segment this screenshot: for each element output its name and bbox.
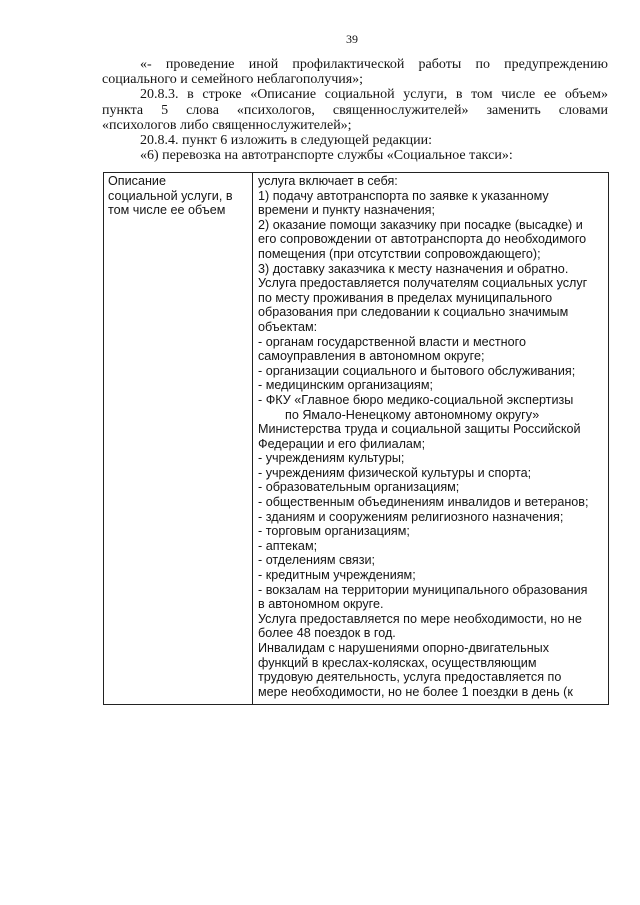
content-line: - аптекам; [258, 538, 318, 553]
content-line: 2) оказание помощи заказчику при посадке (высадке) и [258, 217, 583, 232]
content-line: - общественным объединениям инвалидов и ветеранов; [258, 495, 589, 510]
content-line: - образовательным организациям; [258, 480, 460, 495]
content-line: - торговым организациям; [258, 524, 410, 539]
label-line: Описание [108, 174, 166, 188]
content-line: помещения (при отсутствии сопровождающего); [258, 246, 541, 261]
content-line: более 48 поездок в год. [258, 626, 396, 641]
content-line: - учреждениям физической культуры и спорта; [258, 465, 532, 480]
paragraph-line: «- проведение иной профилактической работы по предупреждению [140, 57, 608, 72]
content-line: времени и пункту назначения; [258, 203, 435, 218]
paragraph-line: социального и семейного неблагополучия»; [102, 72, 364, 88]
content-line: - органам государственной власти и местного [258, 334, 526, 349]
content-line: 3) доставку заказчика к месту назначения и обратно. [258, 261, 569, 276]
label-cell [104, 173, 253, 704]
content-line: по месту проживания в пределах муниципального [258, 290, 553, 305]
content-line: услуга включает в себя: [258, 174, 398, 188]
content-line: Министерства труда и социальной защиты Российской [258, 422, 581, 437]
content-line: его сопровождении от автотранспорта до необходимого [258, 232, 587, 247]
page-number: 39 [346, 32, 358, 46]
paragraph-line: «психологов либо священнослужителей»; [102, 117, 352, 133]
content-line: - вокзалам на территории муниципального образования [258, 582, 588, 597]
content-line: - организации социального и бытового обслуживания; [258, 363, 576, 378]
paragraph-line: пункта 5 слова «психологов, священнослужителей» заменить словами [102, 102, 608, 118]
service-table [103, 172, 609, 705]
label-line: том числе ее объем [108, 203, 226, 218]
content-line: Инвалидам с нарушениями опорно-двигательных [258, 641, 550, 655]
content-line: образования при следовании к социально значимым [258, 305, 569, 320]
paragraph-line: «6) перевозка на автотранспорте службы «Социальное такси»: [140, 148, 513, 164]
label-line: социальной услуги, в [108, 188, 233, 203]
content-line: Федерации и его филиалам; [258, 436, 426, 451]
content-cell [253, 173, 608, 704]
content-line: функций в креслах-колясках, осуществляющим [258, 655, 537, 670]
content-line: мере необходимости, но не более 1 поездки в день (к [258, 684, 573, 699]
content-line: по Ямало-Ненецкому автономному округу» [285, 407, 540, 422]
paragraph-line: 20.8.3. в строке «Описание социальной услуги, в том числе ее объем» [140, 87, 608, 103]
content-line: - зданиям и сооружениям религиозного назначения; [258, 509, 564, 524]
content-line: Услуга предоставляется по мере необходимости, но не [258, 611, 582, 626]
content-line: - ФКУ «Главное бюро медико-социальной экспертизы [258, 392, 574, 407]
content-line: Услуга предоставляется получателям социальных услуг [258, 276, 588, 291]
content-line: - кредитным учреждениям; [258, 568, 416, 583]
content-line: в автономном округе. [258, 597, 384, 612]
content-line: самоуправления в автономном округе; [258, 349, 485, 364]
paragraph-line: 20.8.4. пункт 6 изложить в следующей редакции: [140, 132, 432, 148]
content-line: 1) подачу автотранспорта по заявке к указанному [258, 188, 549, 203]
content-line: - учреждениям культуры; [258, 451, 405, 466]
content-line: - отделениям связи; [258, 553, 375, 568]
content-line: объектам: [258, 319, 318, 334]
amendment-text [102, 57, 608, 163]
content-line: трудовую деятельность, услуга предоставляется по [258, 670, 562, 685]
content-line: - медицинским организациям; [258, 378, 433, 393]
